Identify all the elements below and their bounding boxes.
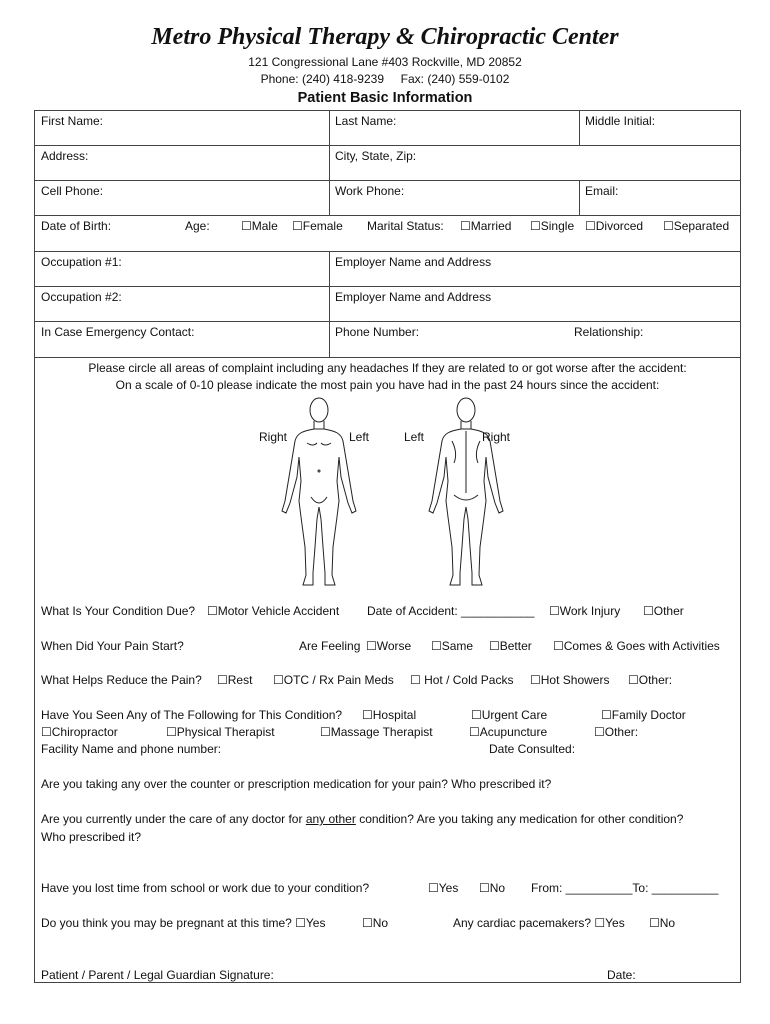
first-name-field[interactable]: First Name: — [41, 114, 104, 128]
feeling-label: Are Feeling — [299, 639, 361, 653]
who-prescribed-line: Who prescribed it? — [41, 830, 142, 844]
clinic-name: Metro Physical Therapy & Chiropractic Center — [151, 24, 619, 50]
front-right-label: Right — [259, 430, 288, 444]
family-doctor-checkbox[interactable]: ☐Family Doctor — [601, 708, 686, 722]
seen-question: Have You Seen Any of The Following for This Condition? — [41, 708, 343, 722]
seen-other-checkbox[interactable]: ☐Other: — [594, 725, 639, 739]
relationship-field[interactable]: Relationship: — [574, 325, 644, 339]
helps-question: What Helps Reduce the Pain? — [41, 673, 202, 687]
hot-cold-packs-checkbox[interactable]: ☐ Hot / Cold Packs — [410, 673, 514, 687]
work-phone-field[interactable]: Work Phone: — [335, 184, 405, 198]
divorced-checkbox[interactable]: ☐Divorced — [585, 219, 644, 233]
mva-checkbox[interactable]: ☐Motor Vehicle Accident — [207, 604, 340, 618]
occupation1-field[interactable]: Occupation #1: — [41, 255, 122, 269]
otc-checkbox[interactable]: ☐OTC / Rx Pain Meds — [273, 673, 394, 687]
address-row — [35, 146, 740, 181]
date-consulted-field[interactable]: Date Consulted: — [489, 742, 576, 756]
marital-status-label: Marital Status: — [367, 219, 444, 233]
physical-therapist-checkbox[interactable]: ☐Physical Therapist — [166, 725, 275, 739]
last-name-field[interactable]: Last Name: — [335, 114, 397, 128]
married-checkbox[interactable]: ☐Married — [460, 219, 512, 233]
dob-row — [35, 216, 740, 252]
middle-initial-field[interactable]: Middle Initial: — [585, 114, 656, 128]
front-left-label: Left — [349, 430, 370, 444]
work-injury-checkbox[interactable]: ☐Work Injury — [549, 604, 621, 618]
patient-form — [34, 110, 741, 983]
male-checkbox[interactable]: ☐Male — [241, 219, 278, 233]
condition-question: What Is Your Condition Due? — [41, 604, 196, 618]
pregnant-no-checkbox[interactable]: ☐No — [362, 916, 389, 930]
address-field[interactable]: Address: — [41, 149, 89, 163]
helps-other-checkbox[interactable]: ☐Other: — [628, 673, 673, 687]
lost-time-question: Have you lost time from school or work due to your condition? — [41, 881, 370, 895]
better-checkbox[interactable]: ☐Better — [489, 639, 532, 653]
massage-therapist-checkbox[interactable]: ☐Massage Therapist — [320, 725, 433, 739]
emergency-phone-field[interactable]: Phone Number: — [335, 325, 420, 339]
occupation2-field[interactable]: Occupation #2: — [41, 290, 122, 304]
other-doctor-question[interactable]: Are you currently under the care of any doctor for any other condition? Are you taking any medication for other condition? — [41, 812, 684, 826]
age-field[interactable]: Age: — [185, 219, 210, 233]
acupuncture-checkbox[interactable]: ☐Acupuncture — [469, 725, 548, 739]
from-to-field[interactable]: From: __________To: __________ — [531, 881, 719, 895]
lost-time-yes-checkbox[interactable]: ☐Yes — [428, 881, 459, 895]
email-field[interactable]: Email: — [585, 184, 619, 198]
body-back-figure[interactable] — [420, 397, 512, 593]
clinic-address: 121 Congressional Lane #403 Rockville, MD 20852 — [248, 55, 522, 69]
urgent-care-checkbox[interactable]: ☐Urgent Care — [471, 708, 548, 722]
rest-checkbox[interactable]: ☐Rest — [217, 673, 253, 687]
female-checkbox[interactable]: ☐Female — [292, 219, 343, 233]
signature-date-field[interactable]: Date: — [607, 968, 636, 982]
form-title: Patient Basic Information — [297, 90, 473, 106]
complaint-instruction-1: Please circle all areas of complaint including any headaches If they are related to or got worse after the accident: — [88, 361, 687, 375]
signature-field[interactable]: Patient / Parent / Legal Guardian Signature: — [41, 968, 274, 982]
employer1-field[interactable]: Employer Name and Address — [335, 255, 492, 269]
separated-checkbox[interactable]: ☐Separated — [663, 219, 730, 233]
occupation1-row — [35, 252, 740, 287]
hospital-checkbox[interactable]: ☐Hospital — [362, 708, 417, 722]
emergency-row — [35, 322, 740, 358]
back-left-label: Left — [404, 430, 425, 444]
body-front-figure[interactable] — [273, 397, 365, 593]
employer2-field[interactable]: Employer Name and Address — [335, 290, 492, 304]
same-checkbox[interactable]: ☐Same — [431, 639, 474, 653]
city-state-zip-field[interactable]: City, State, Zip: — [335, 149, 417, 163]
complaint-instruction-2: On a scale of 0-10 please indicate the most pain you have had in the past 24 hours since the accident: — [115, 378, 660, 392]
worse-checkbox[interactable]: ☐Worse — [366, 639, 412, 653]
emergency-contact-field[interactable]: In Case Emergency Contact: — [41, 325, 195, 339]
date-of-accident-field[interactable]: Date of Accident: ___________ — [367, 604, 535, 618]
lost-time-no-checkbox[interactable]: ☐No — [479, 881, 506, 895]
chiropractor-checkbox[interactable]: ☐Chiropractor — [41, 725, 118, 739]
pregnant-question[interactable]: Do you think you may be pregnant at this time? ☐Yes — [41, 916, 326, 930]
facility-field[interactable]: Facility Name and phone number: — [41, 742, 222, 756]
pain-start-question: When Did Your Pain Start? — [41, 639, 184, 653]
comes-goes-checkbox[interactable]: ☐Comes & Goes with Activities — [553, 639, 720, 653]
cell-phone-field[interactable]: Cell Phone: — [41, 184, 104, 198]
condition-other-checkbox[interactable]: ☐Other — [643, 604, 684, 618]
clinic-phones: Phone: (240) 418-9239 Fax: (240) 559-0102 — [260, 72, 510, 86]
single-checkbox[interactable]: ☐Single — [530, 219, 575, 233]
hot-showers-checkbox[interactable]: ☐Hot Showers — [530, 673, 610, 687]
pacemaker-question[interactable]: Any cardiac pacemakers? ☐Yes — [453, 916, 625, 930]
occupation2-row — [35, 287, 740, 322]
pacemaker-no-checkbox[interactable]: ☐No — [649, 916, 676, 930]
phone-row — [35, 181, 740, 216]
dob-field[interactable]: Date of Birth: — [41, 219, 112, 233]
name-row — [35, 111, 740, 146]
back-right-label: Right — [482, 430, 511, 444]
medication-question[interactable]: Are you taking any over the counter or prescription medication for your pain? Who prescribed it? — [41, 777, 552, 791]
